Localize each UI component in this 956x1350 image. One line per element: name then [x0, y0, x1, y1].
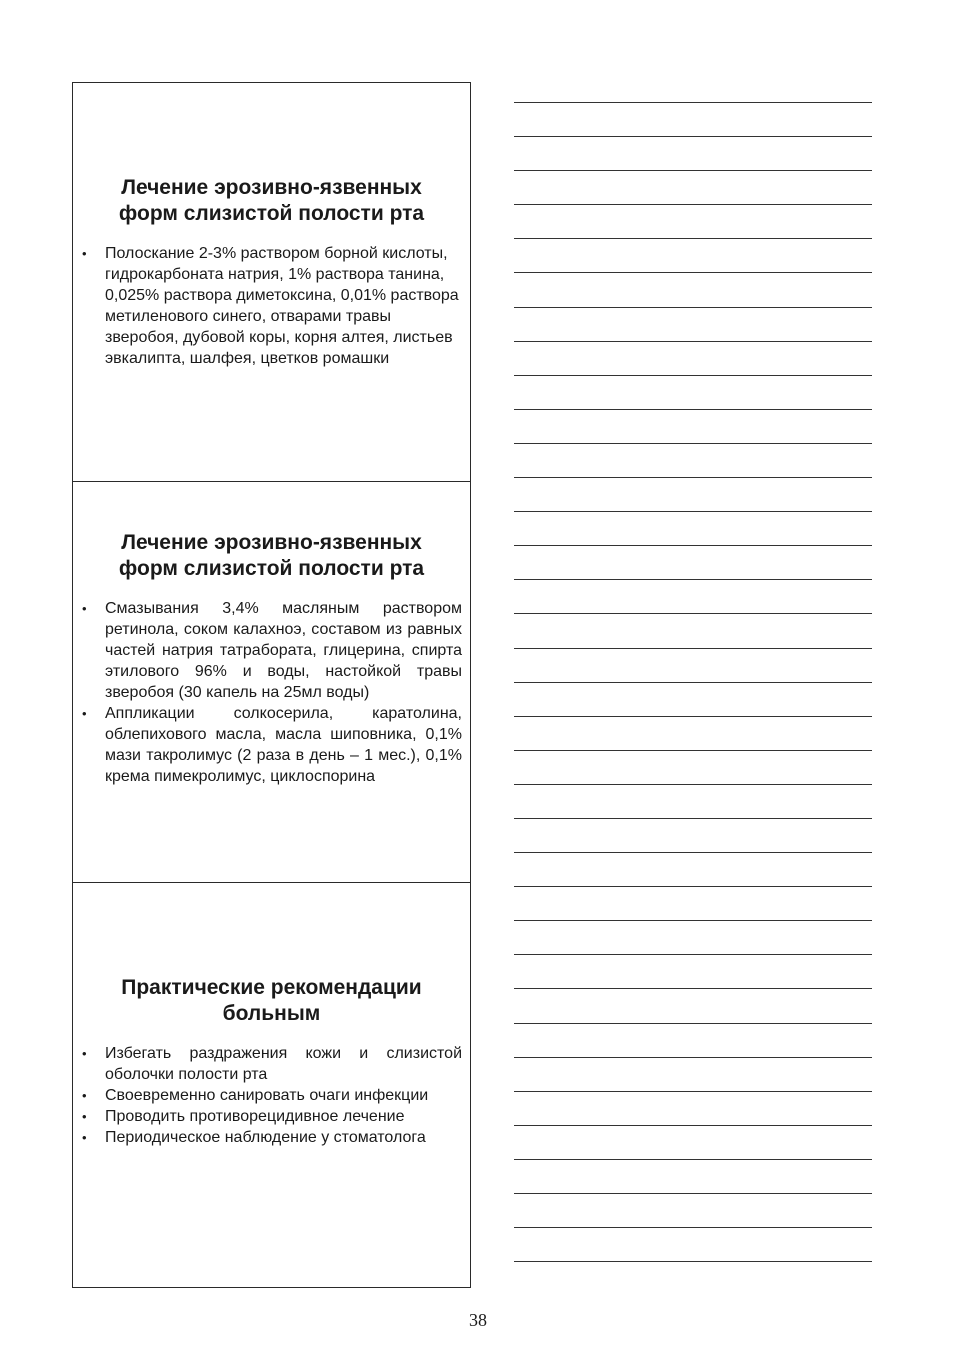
note-line — [514, 478, 872, 512]
note-line — [514, 785, 872, 819]
note-line — [514, 955, 872, 989]
slides-column — [72, 82, 471, 1288]
note-line — [514, 1126, 872, 1160]
page-number: 38 — [469, 1310, 487, 1330]
note-line — [514, 137, 872, 171]
note-line — [514, 239, 872, 273]
slide-title-line: Лечение эрозивно-язвенных — [121, 531, 422, 554]
note-line — [514, 853, 872, 887]
slide-title-line: форм слизистой полости рта — [118, 202, 425, 225]
slide-title-line: Практические рекомендации — [121, 976, 422, 999]
note-line — [514, 683, 872, 717]
bullet-item: • Полоскание 2-3% раствором борной кислоты, гидрокарбоната натрия, 1% раствора танина, 0,025% раствора диметоксина, 0,01% раствора метиленового синего, отварами травы зверобоя, дубовой коры, корня алтея, листьев эвкалипта, шалфея, цветков ромашки — [105, 243, 462, 369]
note-line — [514, 1024, 872, 1058]
slide-1 — [73, 83, 470, 481]
note-line — [514, 444, 872, 478]
note-line — [514, 171, 872, 205]
note-line — [514, 614, 872, 648]
note-line — [514, 103, 872, 137]
bullet-item: • Периодическое наблюдение у стоматолога — [105, 1127, 462, 1148]
note-line — [514, 1160, 872, 1194]
note-line — [514, 376, 872, 410]
note-line — [514, 1194, 872, 1228]
slide-title — [73, 530, 470, 582]
bullet-item: • Проводить противорецидивное лечение — [105, 1106, 462, 1127]
slide-title-line: форм слизистой полости рта — [118, 557, 425, 580]
bullet-list — [73, 243, 470, 369]
bullet-list — [73, 1043, 470, 1148]
note-line — [514, 205, 872, 239]
note-line — [514, 989, 872, 1023]
note-line — [514, 342, 872, 376]
note-line — [514, 1092, 872, 1126]
bullet-item: • Аппликации солкосерила, каратолина, облепихового масла, масла шиповника, 0,1% мази такролимус (2 раза в день – 1 мес.), 0,1% крема пимекролимус, циклоспорина — [105, 703, 462, 787]
bullet-item: • Избегать раздражения кожи и слизистой оболочки полости рта — [105, 1043, 462, 1085]
note-line — [514, 546, 872, 580]
note-line — [514, 887, 872, 921]
slide-title-line: больным — [222, 1002, 321, 1025]
note-line — [514, 1058, 872, 1092]
note-line — [514, 717, 872, 751]
note-lines — [514, 102, 872, 1262]
note-line — [514, 410, 872, 444]
note-line — [514, 273, 872, 307]
note-line — [514, 580, 872, 614]
slide-title — [73, 975, 470, 1027]
note-line — [514, 921, 872, 955]
bullet-item: • Своевременно санировать очаги инфекции — [105, 1085, 462, 1106]
slide-title-line: Лечение эрозивно-язвенных — [121, 176, 422, 199]
slide-2 — [73, 481, 470, 882]
note-line — [514, 1228, 872, 1262]
note-line — [514, 751, 872, 785]
bullet-list — [73, 598, 470, 787]
slide-title — [73, 175, 470, 227]
note-line — [514, 512, 872, 546]
note-line — [514, 649, 872, 683]
slide-3 — [73, 882, 470, 1287]
bullet-item: • Смазывания 3,4% масляным раствором ретинола, соком калахноэ, составом из равных частей натрия татрабората, глицерина, спирта этилового 96% и воды, настойкой травы зверобоя (30 капель на 25мл воды) — [105, 598, 462, 703]
note-line — [514, 308, 872, 342]
note-line — [514, 819, 872, 853]
